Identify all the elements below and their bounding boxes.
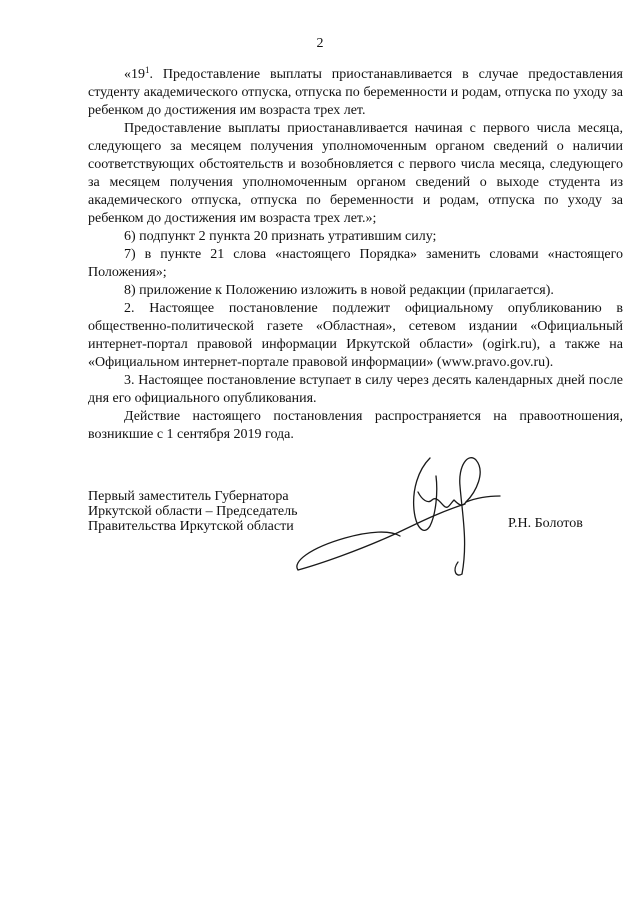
paragraph-item-8: 8) приложение к Положению изложить в новой редакции (прилагается).: [124, 283, 554, 298]
handwritten-signature: [290, 452, 510, 582]
paragraph-suspension-terms: Предоставление выплаты приостанавливается начиная с первого числа месяца, следующего за месяцем получения уполномоченным органом сведений о наличии соответствующих обстоятельств и возобновляется с первого числа месяца, следующего за месяцем получения уполномоченным органом сведений о выходе студента из академического отпуска, отпуска по беременности и родам, отпуска по уходу за ребенком до достижения им возраста трех лет.»;: [88, 121, 623, 226]
signer-title-line: Правительства Иркутской области: [88, 519, 294, 534]
signer-title-line: Первый заместитель Губернатора: [88, 489, 289, 504]
signer-title-line: Иркутской области – Председатель: [88, 504, 298, 519]
paragraph-item-7: 7) в пункте 21 слова «настоящего Порядка» заменить словами «настоящего Положения»;: [88, 247, 623, 280]
paragraph-text: . Предоставление выплаты приостанавливается в случае предоставления студенту академического отпуска, отпуска по беременности и родам, отпуска по уходу за ребенком до достижения им возраста трех лет.: [88, 67, 623, 118]
paragraph-number-prefix: «19: [124, 67, 145, 82]
superscript-index: 1: [145, 65, 150, 75]
paragraph-effective-date: Действие настоящего постановления распространяется на правоотношения, возникшие с 1 сентября 2019 года.: [88, 409, 623, 442]
page-number: 2: [316, 36, 324, 51]
paragraph-section-2: 2. Настоящее постановление подлежит официальному опубликованию в общественно-политической газете «Областная», сетевом издании «Официальный интернет-портал правовой информации Иркутской области» (ogirk.ru), а также на «Официальном интернет-портале правовой информации» (www.pravo.gov.ru).: [88, 301, 623, 370]
signer-title: [88, 489, 297, 534]
signer-name: Р.Н. Болотов: [508, 516, 583, 531]
paragraph-19-1: [88, 66, 623, 120]
document-body: [88, 66, 623, 444]
paragraph-item-6: 6) подпункт 2 пункта 20 признать утратившим силу;: [124, 229, 437, 244]
paragraph-section-3: 3. Настоящее постановление вступает в силу через десять календарных дней после дня его официального опубликования.: [88, 373, 623, 406]
